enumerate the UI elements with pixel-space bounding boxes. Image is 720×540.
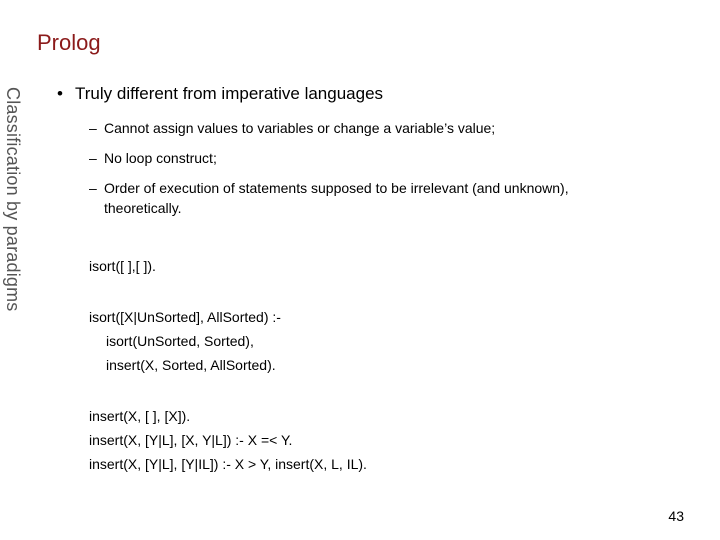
- sub-bullet-3: [89, 178, 569, 218]
- side-label: Classification by paradigms: [3, 87, 23, 312]
- sub-bullet-text: No loop construct;: [104, 150, 217, 166]
- code-line: insert(X, Sorted, AllSorted).: [106, 357, 276, 373]
- main-bullet-text: Truly different from imperative languages: [75, 84, 384, 103]
- code-line: insert(X, [Y|L], [Y|IL]) :- X > Y, insert(X, L, IL).: [89, 456, 367, 472]
- code-line: isort(UnSorted, Sorted),: [106, 333, 254, 349]
- code-line: insert(X, [Y|L], [X, Y|L]) :- X =< Y.: [89, 432, 293, 448]
- dash-icon: –: [89, 120, 97, 136]
- dash-icon: –: [89, 180, 97, 196]
- main-bullet: [57, 84, 383, 104]
- code-isort-rule: [89, 305, 281, 377]
- slide-title: Prolog: [37, 30, 101, 55]
- sub-bullet-text: Order of execution of statements supposed to be irrelevant (and unknown),: [104, 180, 569, 196]
- code-line: insert(X, [ ], [X]).: [89, 408, 191, 424]
- code-line: isort([X|UnSorted], AllSorted) :-: [89, 309, 281, 325]
- dash-icon: –: [89, 150, 97, 166]
- sub-bullet-text: Cannot assign values to variables or change a variable’s value;: [104, 120, 496, 136]
- code-isort-base: [89, 254, 156, 278]
- code-insert-rules: [89, 404, 367, 476]
- page-number: 43: [668, 508, 684, 524]
- bullet-dot-icon: •: [57, 84, 63, 103]
- code-line: isort([ ],[ ]).: [89, 258, 156, 274]
- sub-bullet-1: [89, 118, 495, 138]
- sub-bullet-continuation: theoretically.: [104, 200, 182, 216]
- sub-bullet-2: [89, 148, 217, 168]
